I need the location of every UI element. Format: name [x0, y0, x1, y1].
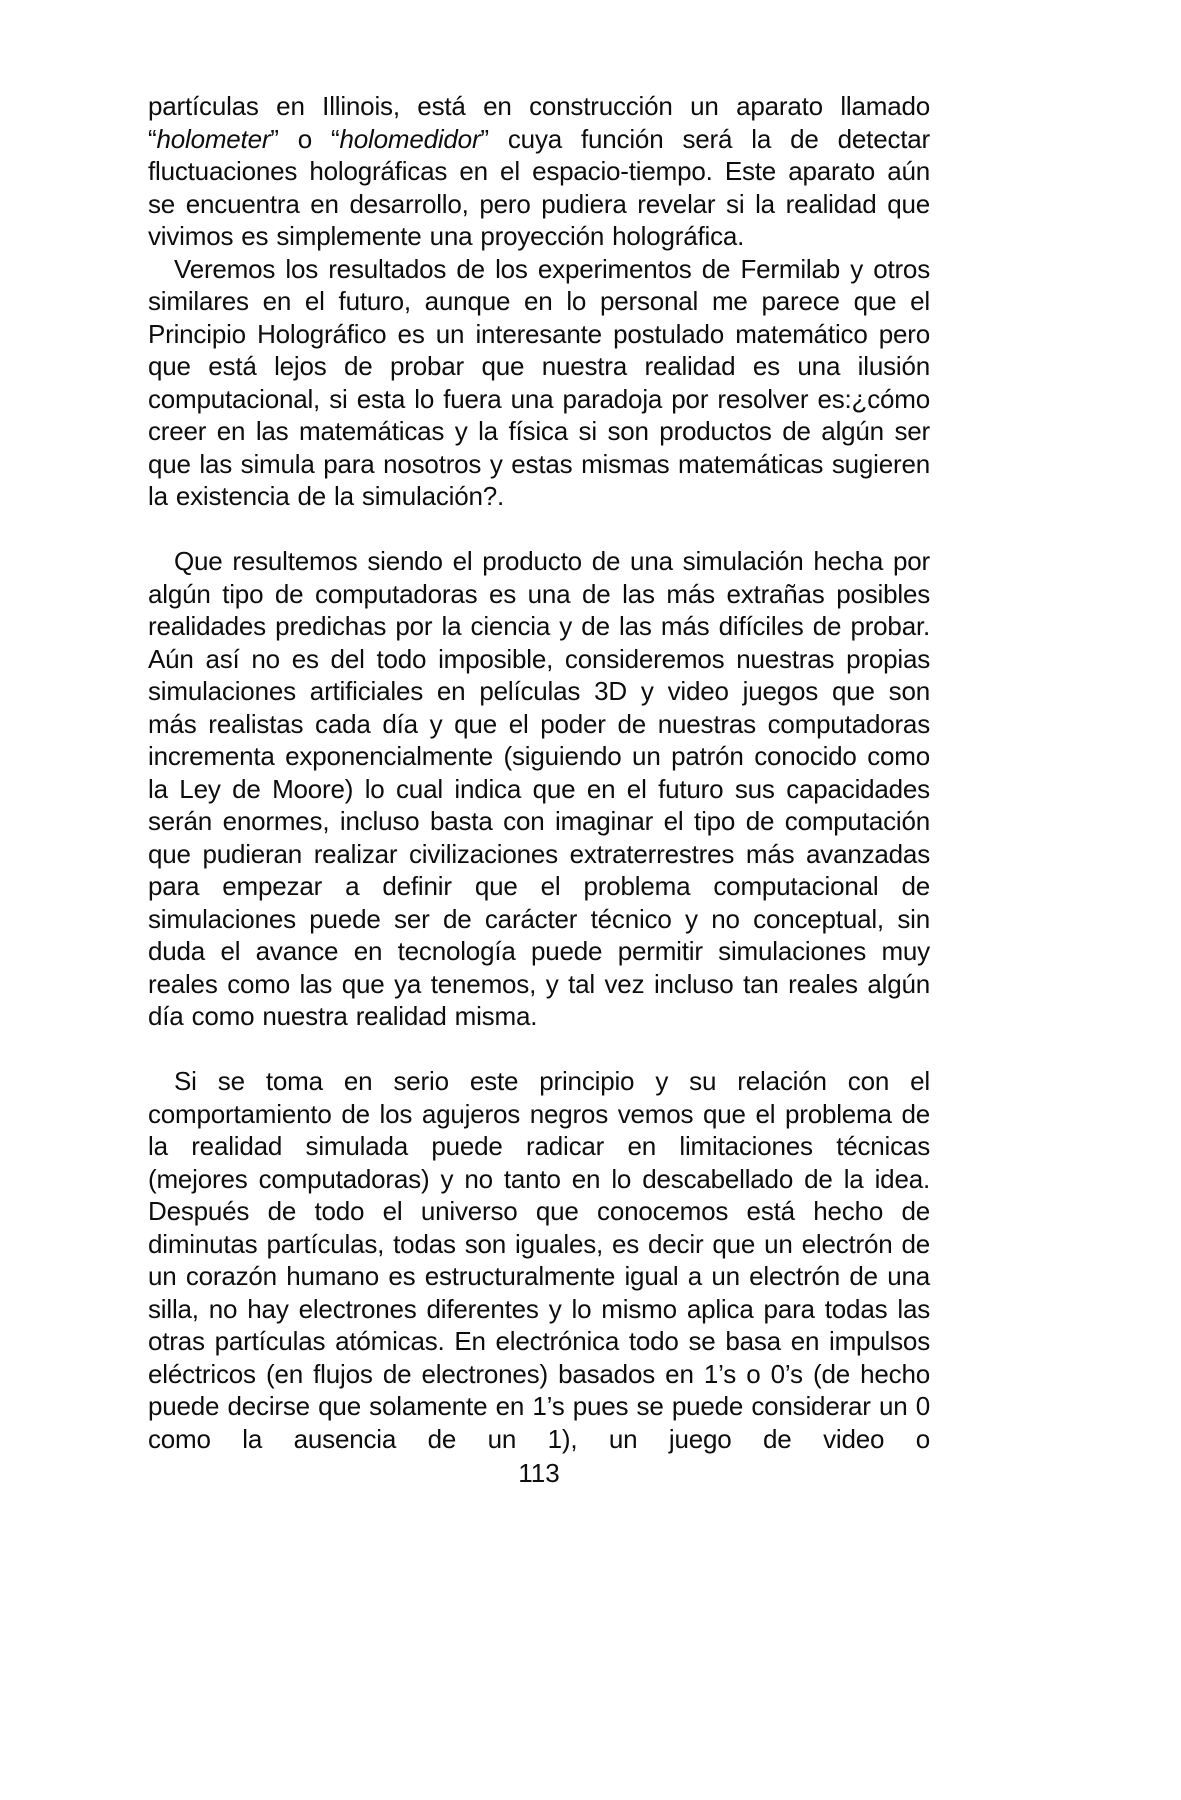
italic-term-holometer: holometer	[156, 123, 271, 154]
paragraph-1	[148, 90, 930, 253]
paragraph-3: Que resultemos siendo el producto de una simulación hecha por algún tipo de computadoras es una de las más extrañas posibles realidades predichas por la ciencia y de las más difíciles de probar. Aún así no es del todo imposible, consideremos nuestras propias simulaciones artificiales en películas 3D y video juegos que son más realistas cada día y que el poder de nuestras computadoras incrementa exponencialmente (siguiendo un patrón conocido como la Ley de Moore) lo cual indica que en el futuro sus capacidades serán enormes, incluso basta con imaginar el tipo de computación que pudieran realizar civilizaciones extraterrestres más avanzadas para empezar a definir que el problema computacional de simulaciones puede ser de carácter técnico y no conceptual, sin duda el avance en tecnología puede permitir simulaciones muy reales como las que ya tenemos, y tal vez incluso tan reales algún día como nuestra realidad misma.	[148, 546, 930, 1031]
italic-term-holomedidor: holomedidor	[339, 123, 481, 154]
paragraph-2: Veremos los resultados de los experimentos de Fermilab y otros similares en el futuro, aunque en lo personal me parece que el Principio Holográfico es un interesante postulado matemático pero que está lejos de probar que nuestra realidad es una ilusión computacional, si esta lo fuera una paradoja por resolver es:¿cómo creer en las matemáticas y la física si son productos de algún ser que las simula para nosotros y estas mismas matemáticas sugieren la existencia de la simulación?.	[148, 253, 930, 511]
page-number: 113	[518, 1458, 560, 1488]
text-segment: ” o “	[270, 123, 340, 154]
paragraph-4: Si se toma en serio este principio y su relación con el comportamiento de los agujeros negros vemos que el problema de la realidad simulada puede radicar en limitaciones técnicas (mejores computadoras) y no tanto en lo descabellado de la idea. Después de todo el universo que conocemos está hecho de diminutas partículas, todas son iguales, es decir que un electrón de un corazón humano es estructuralmente igual a un electrón de una silla, no hay electrones diferentes y lo mismo aplica para todas las otras partículas atómicas. En electrónica todo se basa en impulsos eléctricos (en flujos de electrones) basados en 1’s o 0’s (de hecho puede decirse que solamente en 1’s pues se puede considerar un 0 como la ausencia de un 1), un juego de video o	[148, 1066, 930, 1454]
text-segment: ” cuya función será la de detectar fluctuaciones holográficas en el espacio-tiempo. Este aparato aún se encuentra en desarrollo, pero pudiera revelar si la realidad que vivimos es simplemente una proyección holográfica.	[148, 123, 930, 251]
text-segment: partículas en Illinois, está en construcción un aparato llamado “	[148, 91, 930, 154]
text-block	[148, 90, 930, 1490]
